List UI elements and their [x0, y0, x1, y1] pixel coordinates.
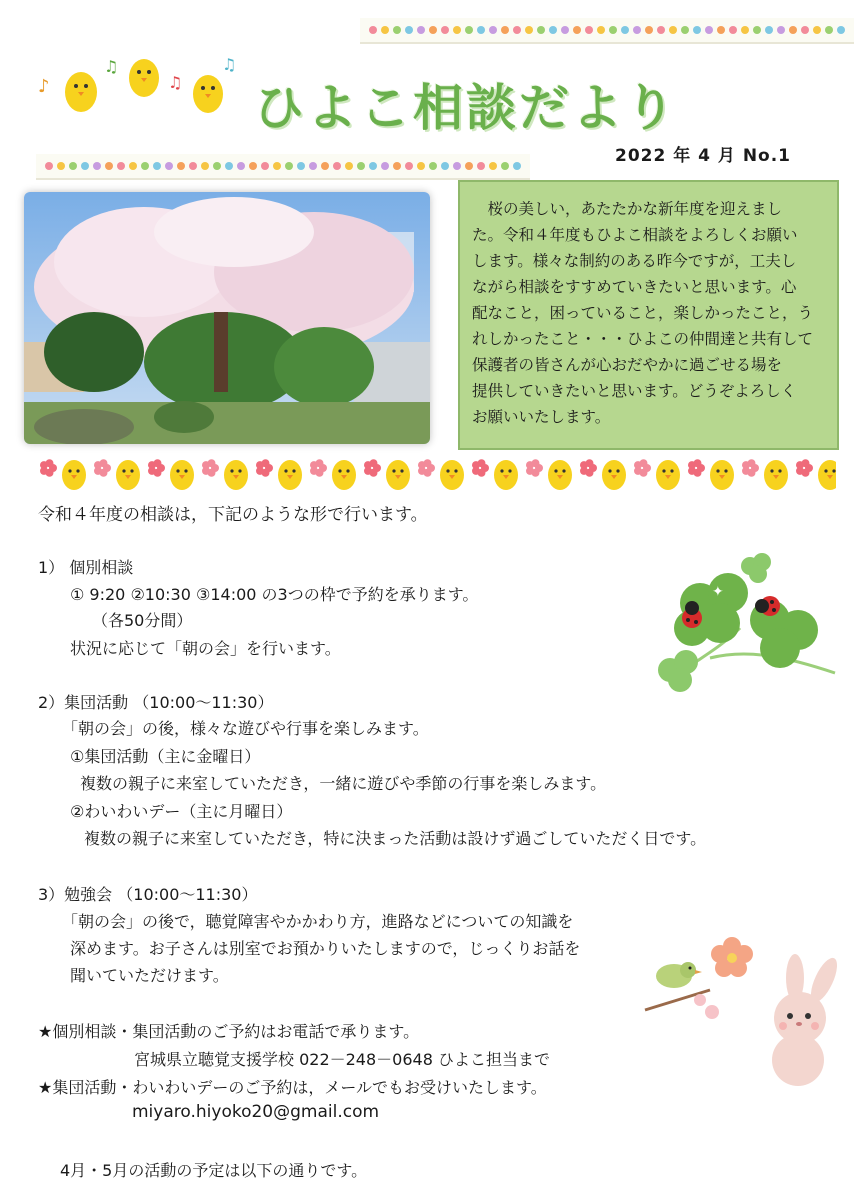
flower-icon [526, 459, 543, 477]
dot [429, 162, 437, 170]
dot [705, 26, 713, 34]
chick-icon [332, 460, 356, 490]
dot [465, 162, 473, 170]
dot [681, 26, 689, 34]
dot [525, 26, 533, 34]
dot [381, 162, 389, 170]
dot [357, 162, 365, 170]
dot [645, 26, 653, 34]
dot [117, 162, 125, 170]
flower-icon [580, 459, 597, 477]
email-reservation-note: ★集団活動・わいわいデーのご予約は，メールでもお受けいたします。 [38, 1078, 547, 1097]
svg-text:♪: ♪ [38, 76, 50, 97]
dot [489, 162, 497, 170]
dot [693, 26, 701, 34]
dot [477, 26, 485, 34]
dot [405, 162, 413, 170]
section2-intro: 「朝の会」の後，様々な遊びや行事を楽しみます。 [62, 719, 429, 738]
music-note-icon [222, 55, 236, 74]
page-title: ひよこ相談だより [254, 79, 678, 137]
flower-icon [364, 459, 381, 477]
dot [369, 162, 377, 170]
section1-morning-meeting: 状況に応じて「朝の会」を行います。 [70, 639, 341, 658]
dot [453, 162, 461, 170]
dot [813, 26, 821, 34]
dot [381, 26, 389, 34]
bird-icon [656, 962, 702, 988]
section2-sub1: ①集団活動（主に金曜日） [70, 747, 261, 766]
dot [309, 162, 317, 170]
svg-text:♫: ♫ [222, 55, 237, 74]
music-note-icon [104, 57, 118, 76]
dot [321, 162, 329, 170]
dot [393, 26, 401, 34]
chick-icon [65, 72, 97, 112]
intro-message-box [458, 180, 839, 450]
dot [417, 26, 425, 34]
intro-line: 保護者の皆さんが心おだやかに過ごせる場を [472, 356, 783, 374]
dot [201, 162, 209, 170]
dot [501, 162, 509, 170]
dot [57, 162, 65, 170]
dot [105, 162, 113, 170]
intro-line: 桜の美しい，あたたかな新年度を迎えまし [487, 200, 783, 218]
dot [513, 162, 521, 170]
chick-icon [494, 460, 518, 490]
dot [129, 162, 137, 170]
flower-icon [148, 459, 165, 477]
svg-text:♫: ♫ [168, 73, 183, 92]
dot [657, 26, 665, 34]
flower-icon [418, 459, 435, 477]
dot [633, 26, 641, 34]
chick-icon [62, 460, 86, 490]
dot-border-middle [36, 154, 530, 180]
dot [249, 162, 257, 170]
svg-text:✦: ✦ [712, 584, 724, 600]
dot [837, 26, 845, 34]
dot [261, 162, 269, 170]
dot [777, 26, 785, 34]
lead-text: 令和４年度の相談は，下記のような形で行います。 [38, 505, 428, 525]
dot [717, 26, 725, 34]
section1-slots: ① 9:20 ②10:30 ③14:00 の3つの枠で予約を承ります。 [70, 585, 479, 604]
dot [441, 162, 449, 170]
flower-icon [742, 459, 759, 477]
svg-text:♫: ♫ [104, 57, 119, 76]
dot [825, 26, 833, 34]
section3-line3: 聞いていただけます。 [70, 966, 229, 985]
dot [369, 26, 377, 34]
dot [285, 162, 293, 170]
cherry-blossom-photo [24, 192, 430, 444]
dot [273, 162, 281, 170]
chick-icon [129, 59, 159, 97]
dot [465, 26, 473, 34]
flower-icon [40, 459, 57, 477]
dot [213, 162, 221, 170]
section1-heading: 1） 個別相談 [38, 558, 134, 577]
dot [189, 162, 197, 170]
flower-icon [256, 459, 273, 477]
section3-line1: 「朝の会」の後で，聴覚障害やかかわり方，進路などについての知識を [62, 912, 574, 931]
dot [453, 26, 461, 34]
chick-icon [224, 460, 248, 490]
music-note-icon [38, 76, 50, 97]
dot [69, 162, 77, 170]
dot [729, 26, 737, 34]
phone-reservation-note: ★個別相談・集団活動のご予約はお電話で承ります。 [38, 1022, 420, 1041]
dot [45, 162, 53, 170]
intro-line: 配なこと，困っていること，楽しかったこと，う [472, 304, 814, 322]
chicks-notes-decoration [36, 52, 246, 118]
intro-line: お願いいたします。 [472, 408, 611, 426]
dot [441, 26, 449, 34]
flower-icon [796, 459, 813, 477]
chick-icon [818, 460, 836, 490]
dot [417, 162, 425, 170]
section1-duration: （各50分間） [92, 611, 193, 630]
dot [297, 162, 305, 170]
dot [789, 26, 797, 34]
dot [153, 162, 161, 170]
dot [597, 26, 605, 34]
dot [93, 162, 101, 170]
chick-icon [440, 460, 464, 490]
section3-line2: 深めます。お子さんは別室でお預かりいたしますので，じっくりお話を [70, 939, 581, 958]
schedule-intro: 4月・5月の活動の予定は以下の通りです。 [60, 1161, 368, 1180]
dot [405, 26, 413, 34]
email-address[interactable]: miyaro.hiyoko20@gmail.com [132, 1102, 380, 1122]
chick-icon [548, 460, 572, 490]
chick-icon [764, 460, 788, 490]
dot [753, 26, 761, 34]
intro-line: します。様々な制約のある昨今ですが，工夫し [472, 252, 797, 270]
dot [333, 162, 341, 170]
dot [501, 26, 509, 34]
chick-icon [278, 460, 302, 490]
dot [429, 26, 437, 34]
dot [513, 26, 521, 34]
flower-icon [634, 459, 651, 477]
chick-icon [602, 460, 626, 490]
dot [669, 26, 677, 34]
chick-icon [193, 75, 223, 113]
clover-ladybug-illustration [640, 548, 840, 698]
music-note-icon [168, 73, 182, 92]
bird-rabbit-illustration [640, 930, 840, 1090]
intro-line: ながら相談をすすめていきたいと思います。心 [472, 278, 797, 296]
flower-icon [202, 459, 219, 477]
intro-line: た。令和４年度もひよこ相談をよろしくお願い [472, 226, 798, 244]
dot [345, 162, 353, 170]
school-contact: 宮城県立聴覚支援学校 022－248－0648 ひよこ担当まで [134, 1050, 550, 1069]
dot [801, 26, 809, 34]
dot [621, 26, 629, 34]
section2-sub1-desc: 複数の親子に来室していただき，一緒に遊びや季節の行事を楽しみます。 [80, 774, 607, 793]
dot [81, 162, 89, 170]
dot [393, 162, 401, 170]
chick-icon [710, 460, 734, 490]
dot [477, 162, 485, 170]
flower-icon [94, 459, 111, 477]
dot [561, 26, 569, 34]
dot [489, 26, 497, 34]
dot [177, 162, 185, 170]
dot [237, 162, 245, 170]
dot [573, 26, 581, 34]
flower-icon [472, 459, 489, 477]
chick-icon [386, 460, 410, 490]
dot [609, 26, 617, 34]
section2-sub2: ②わいわいデー（主に月曜日） [70, 802, 293, 821]
issue-date: 2022 年 4 月 No.1 [615, 146, 792, 166]
dot [585, 26, 593, 34]
chick-icon [656, 460, 680, 490]
section3-heading: 3）勉強会 （10:00～11:30） [38, 885, 258, 904]
dot [537, 26, 545, 34]
dot [165, 162, 173, 170]
dot-border-top [360, 18, 854, 44]
flower-icon [711, 937, 753, 977]
chick-flower-border [36, 456, 836, 492]
flower-icon [310, 459, 327, 477]
dot [765, 26, 773, 34]
chick-icon [116, 460, 140, 490]
dot [225, 162, 233, 170]
dot [741, 26, 749, 34]
dot [141, 162, 149, 170]
chick-icon [170, 460, 194, 490]
intro-line: 提供していきたいと思います。どうぞよろしく [472, 382, 797, 400]
intro-line: れしかったこと・・・ひよこの仲間達と共有して [472, 330, 814, 348]
rabbit-icon [772, 954, 840, 1086]
section2-sub2-desc: 複数の親子に来室していただき，特に決まった活動は設けず過ごしていただく日です。 [84, 829, 707, 848]
section2-heading: 2）集団活動 （10:00～11:30） [38, 693, 274, 712]
intro-message [472, 196, 827, 430]
dot [549, 26, 557, 34]
flower-icon [688, 459, 705, 477]
